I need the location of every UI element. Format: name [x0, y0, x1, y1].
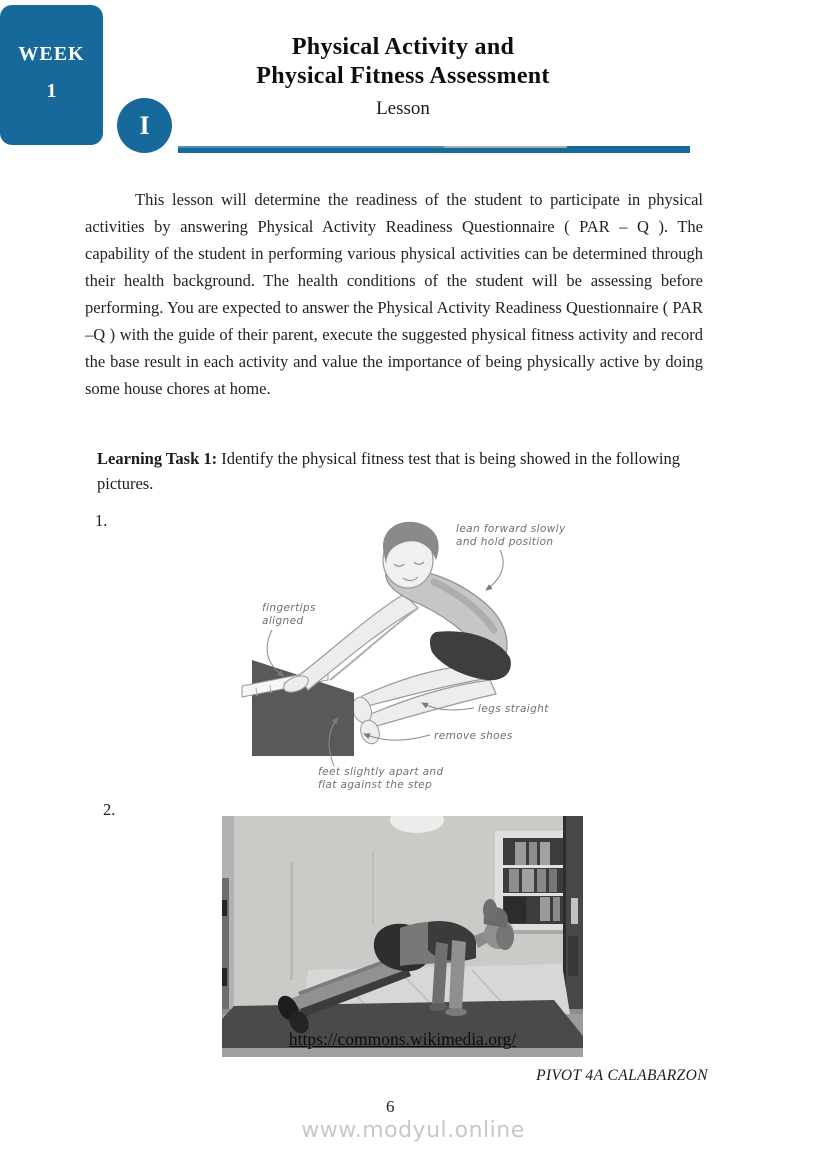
label-legs-straight: legs straight	[478, 703, 549, 715]
plank-photo-figure	[222, 816, 583, 1057]
page-header	[103, 33, 703, 120]
annotation-fingertips	[262, 602, 316, 676]
label-feet-line1: feet slightly apart and	[318, 766, 444, 778]
header-divider	[178, 146, 690, 153]
lesson-i-badge	[117, 98, 172, 153]
week-label: WEEK	[18, 43, 85, 65]
lesson-i-letter: I	[139, 110, 150, 140]
label-fingertips-line2: aligned	[262, 615, 304, 627]
photo-right-furniture	[563, 816, 583, 1015]
page-number: 6	[386, 1097, 395, 1116]
intro-paragraph: This lesson will determine the readiness of the student to participate in physical activities by answering Physical Activity Readiness Questionnaire ( PAR – Q ). The capability of the student in performing various physical activities can be determined through their health background. The health conditions of the student will be assessing before performing. You are expected to answer the Physical Activity Readiness Questionnaire ( PAR –Q ) with the guide of their parent, execute the suggested physical fitness activity and record the base result in each activity and value the importance of being physically active by doing some house chores at home.	[85, 189, 703, 398]
label-feet-line2: flat against the step	[318, 779, 433, 791]
week-number: 1	[46, 80, 57, 102]
site-watermark: www.modyul.online	[301, 1118, 525, 1143]
label-lean-line2: and hold position	[456, 536, 554, 548]
annotation-remove-shoes	[364, 730, 513, 742]
label-fingertips-line1: fingertips	[262, 602, 316, 614]
annotation-lean-forward	[456, 523, 566, 590]
week-badge	[0, 5, 103, 145]
learning-task-instruction: Identify the physical fitness test that is being showed in the following pictures.	[97, 449, 680, 493]
lesson-subtitle: Lesson	[376, 98, 430, 119]
page-title-line2: Physical Fitness Assessment	[256, 63, 550, 89]
plank-photo	[222, 816, 583, 1057]
sit-and-reach-illustration	[238, 514, 594, 802]
item-1-number: 1.	[95, 511, 108, 530]
page-title-line1: Physical Activity and	[291, 34, 515, 60]
label-lean-line1: lean forward slowly	[456, 523, 566, 535]
label-remove-shoes: remove shoes	[434, 730, 513, 742]
learning-task-label: Learning Task 1:	[97, 449, 218, 468]
item-2-number: 2.	[103, 800, 116, 819]
footer-brand: PIVOT 4A CALABARZON	[536, 1067, 708, 1084]
photo-credit-link[interactable]: https://commons.wikimedia.org/	[288, 1029, 517, 1049]
learning-task	[97, 446, 685, 496]
sit-and-reach-figure	[238, 514, 594, 802]
